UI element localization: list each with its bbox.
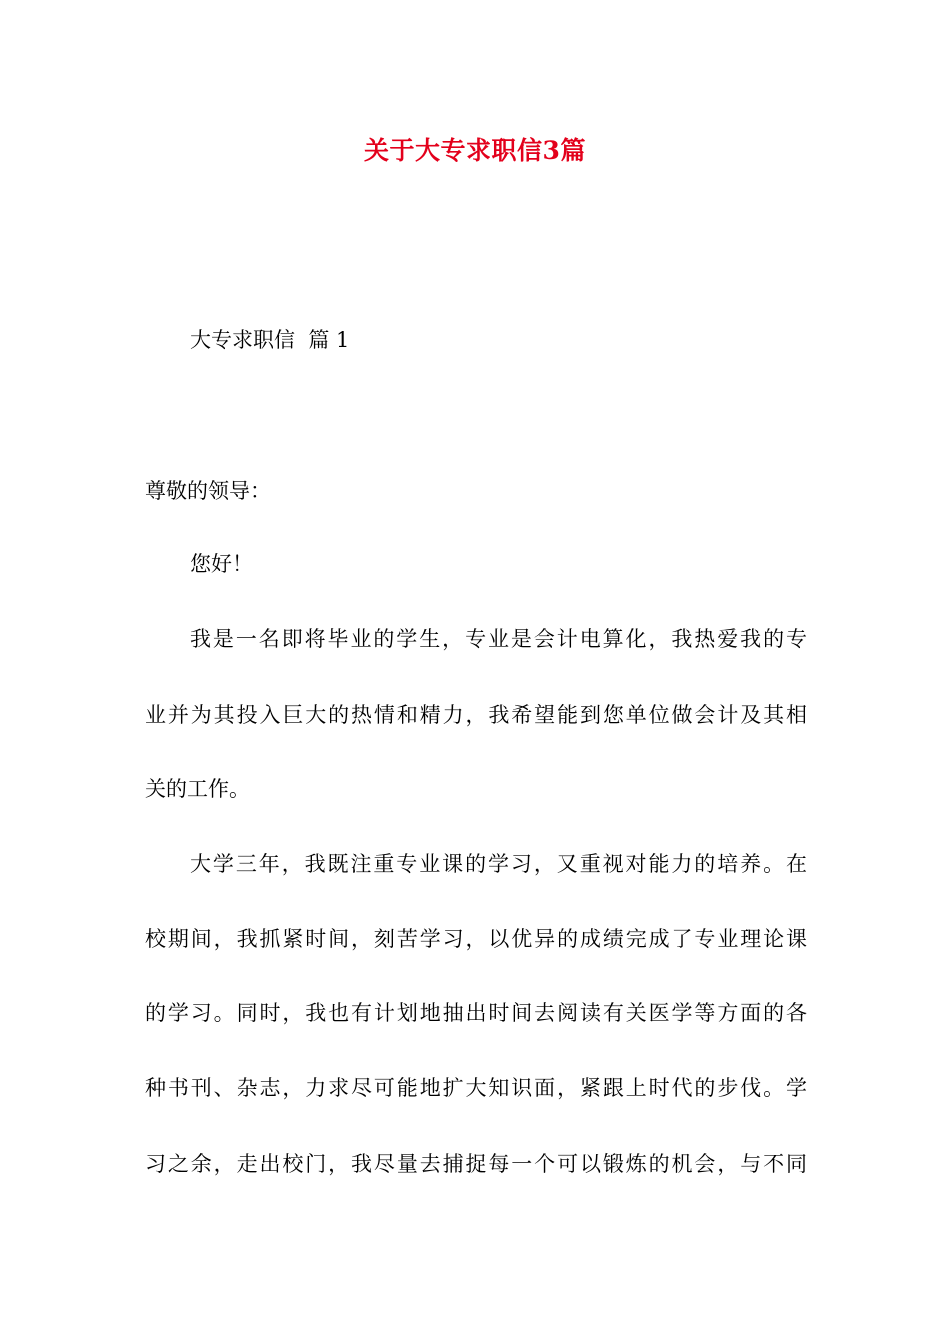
section-heading: 大专求职信 篇 1 bbox=[190, 328, 350, 352]
document-title: 关于大专求职信3篇 bbox=[364, 136, 586, 165]
salutation: 尊敬的领导： bbox=[145, 479, 271, 503]
paragraph-line: 大学三年，我既注重专业课的学习，又重视对能力的培养。在 bbox=[190, 852, 807, 876]
paragraph-line: 习之余，走出校门，我尽量去捕捉每一个可以锻炼的机会，与不同 bbox=[145, 1152, 807, 1176]
paragraph-line: 我是一名即将毕业的学生，专业是会计电算化，我热爱我的专 bbox=[190, 627, 807, 651]
greeting: 您好！ bbox=[190, 552, 253, 576]
paragraph-line: 种书刊、杂志，力求尽可能地扩大知识面，紧跟上时代的步伐。学 bbox=[145, 1076, 807, 1100]
paragraph-line: 关的工作。 bbox=[145, 777, 250, 801]
paragraph-line: 的学习。同时，我也有计划地抽出时间去阅读有关医学等方面的各 bbox=[145, 1001, 807, 1025]
paragraph-line: 业并为其投入巨大的热情和精力，我希望能到您单位做会计及其相 bbox=[145, 703, 807, 727]
paragraph-line: 校期间，我抓紧时间，刻苦学习，以优异的成绩完成了专业理论课 bbox=[145, 927, 807, 951]
